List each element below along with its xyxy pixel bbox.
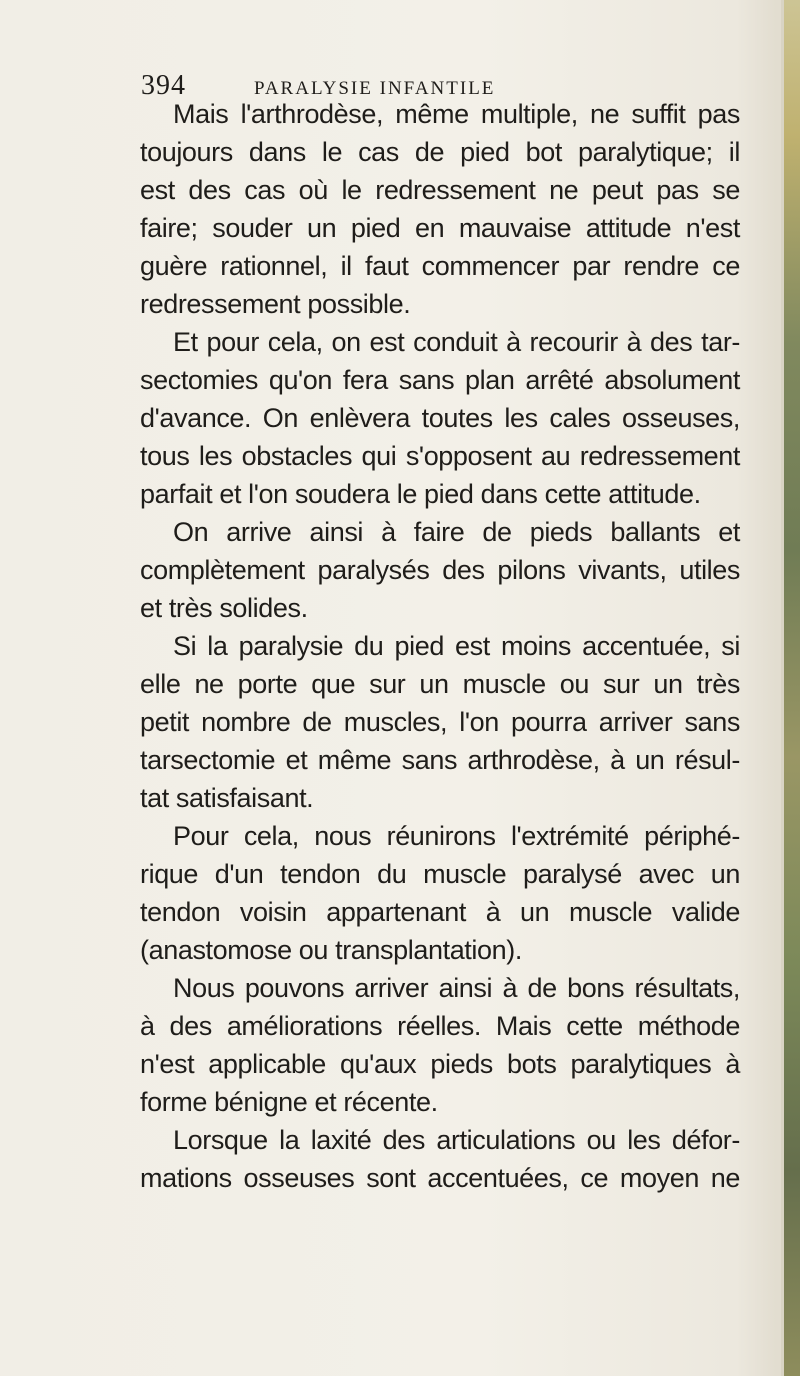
text-line: tous les obstacles qui s'opposent au redressement <box>140 441 740 471</box>
text-line: redressement possible. <box>140 289 411 319</box>
body-text <box>140 95 740 1197</box>
page-number: 394 <box>141 70 186 101</box>
text-line: parfait et l'on soudera le pied dans cette attitude. <box>140 479 701 509</box>
text-line: rique d'un tendon du muscle paralysé avec un <box>140 859 740 889</box>
text-line: est des cas où le redressement ne peut pas se <box>140 175 740 205</box>
text-line: petit nombre de muscles, l'on pourra arriver sans <box>140 707 740 737</box>
text-line: tat satisfaisant. <box>140 783 314 813</box>
text-line: à des améliorations réelles. Mais cette méthode <box>140 1011 740 1041</box>
text-line: tendon voisin appartenant à un muscle valide <box>140 897 740 927</box>
book-edge-binding <box>784 0 800 1376</box>
text-line: et très solides. <box>140 593 308 623</box>
text-line: (anastomose ou transplantation). <box>140 935 522 965</box>
running-head: PARALYSIE INFANTILE <box>254 78 496 99</box>
text-line: sectomies qu'on fera sans plan arrêté absolument <box>140 365 740 395</box>
text-line: mations osseuses sont accentuées, ce moyen ne <box>140 1163 740 1193</box>
text-line: forme bénigne et récente. <box>140 1087 438 1117</box>
text-line: faire; souder un pied en mauvaise attitude n'est <box>140 213 740 243</box>
text-line: Pour cela, nous réunirons l'extrémité périphé- <box>173 821 740 851</box>
text-line: Si la paralysie du pied est moins accentuée, si <box>173 631 740 661</box>
text-line: tarsectomie et même sans arthrodèse, à un résul- <box>140 745 740 775</box>
text-line: d'avance. On enlèvera toutes les cales osseuses, <box>140 403 740 433</box>
text-line: On arrive ainsi à faire de pieds ballants et <box>173 517 740 547</box>
text-line: Et pour cela, on est conduit à recourir à des tar- <box>173 327 740 357</box>
text-line: Lorsque la laxité des articulations ou les défor- <box>173 1125 740 1155</box>
text-line: elle ne porte que sur un muscle ou sur un très <box>140 669 740 699</box>
text-line: n'est applicable qu'aux pieds bots paralytiques à <box>140 1049 740 1079</box>
text-line: complètement paralysés des pilons vivants, utiles <box>140 555 740 585</box>
text-line: Mais l'arthrodèse, même multiple, ne suffit pas <box>173 99 740 129</box>
text-line: Nous pouvons arriver ainsi à de bons résultats, <box>173 973 740 1003</box>
text-line: guère rationnel, il faut commencer par rendre ce <box>140 251 740 281</box>
text-line: toujours dans le cas de pied bot paralytique; il <box>140 137 740 167</box>
